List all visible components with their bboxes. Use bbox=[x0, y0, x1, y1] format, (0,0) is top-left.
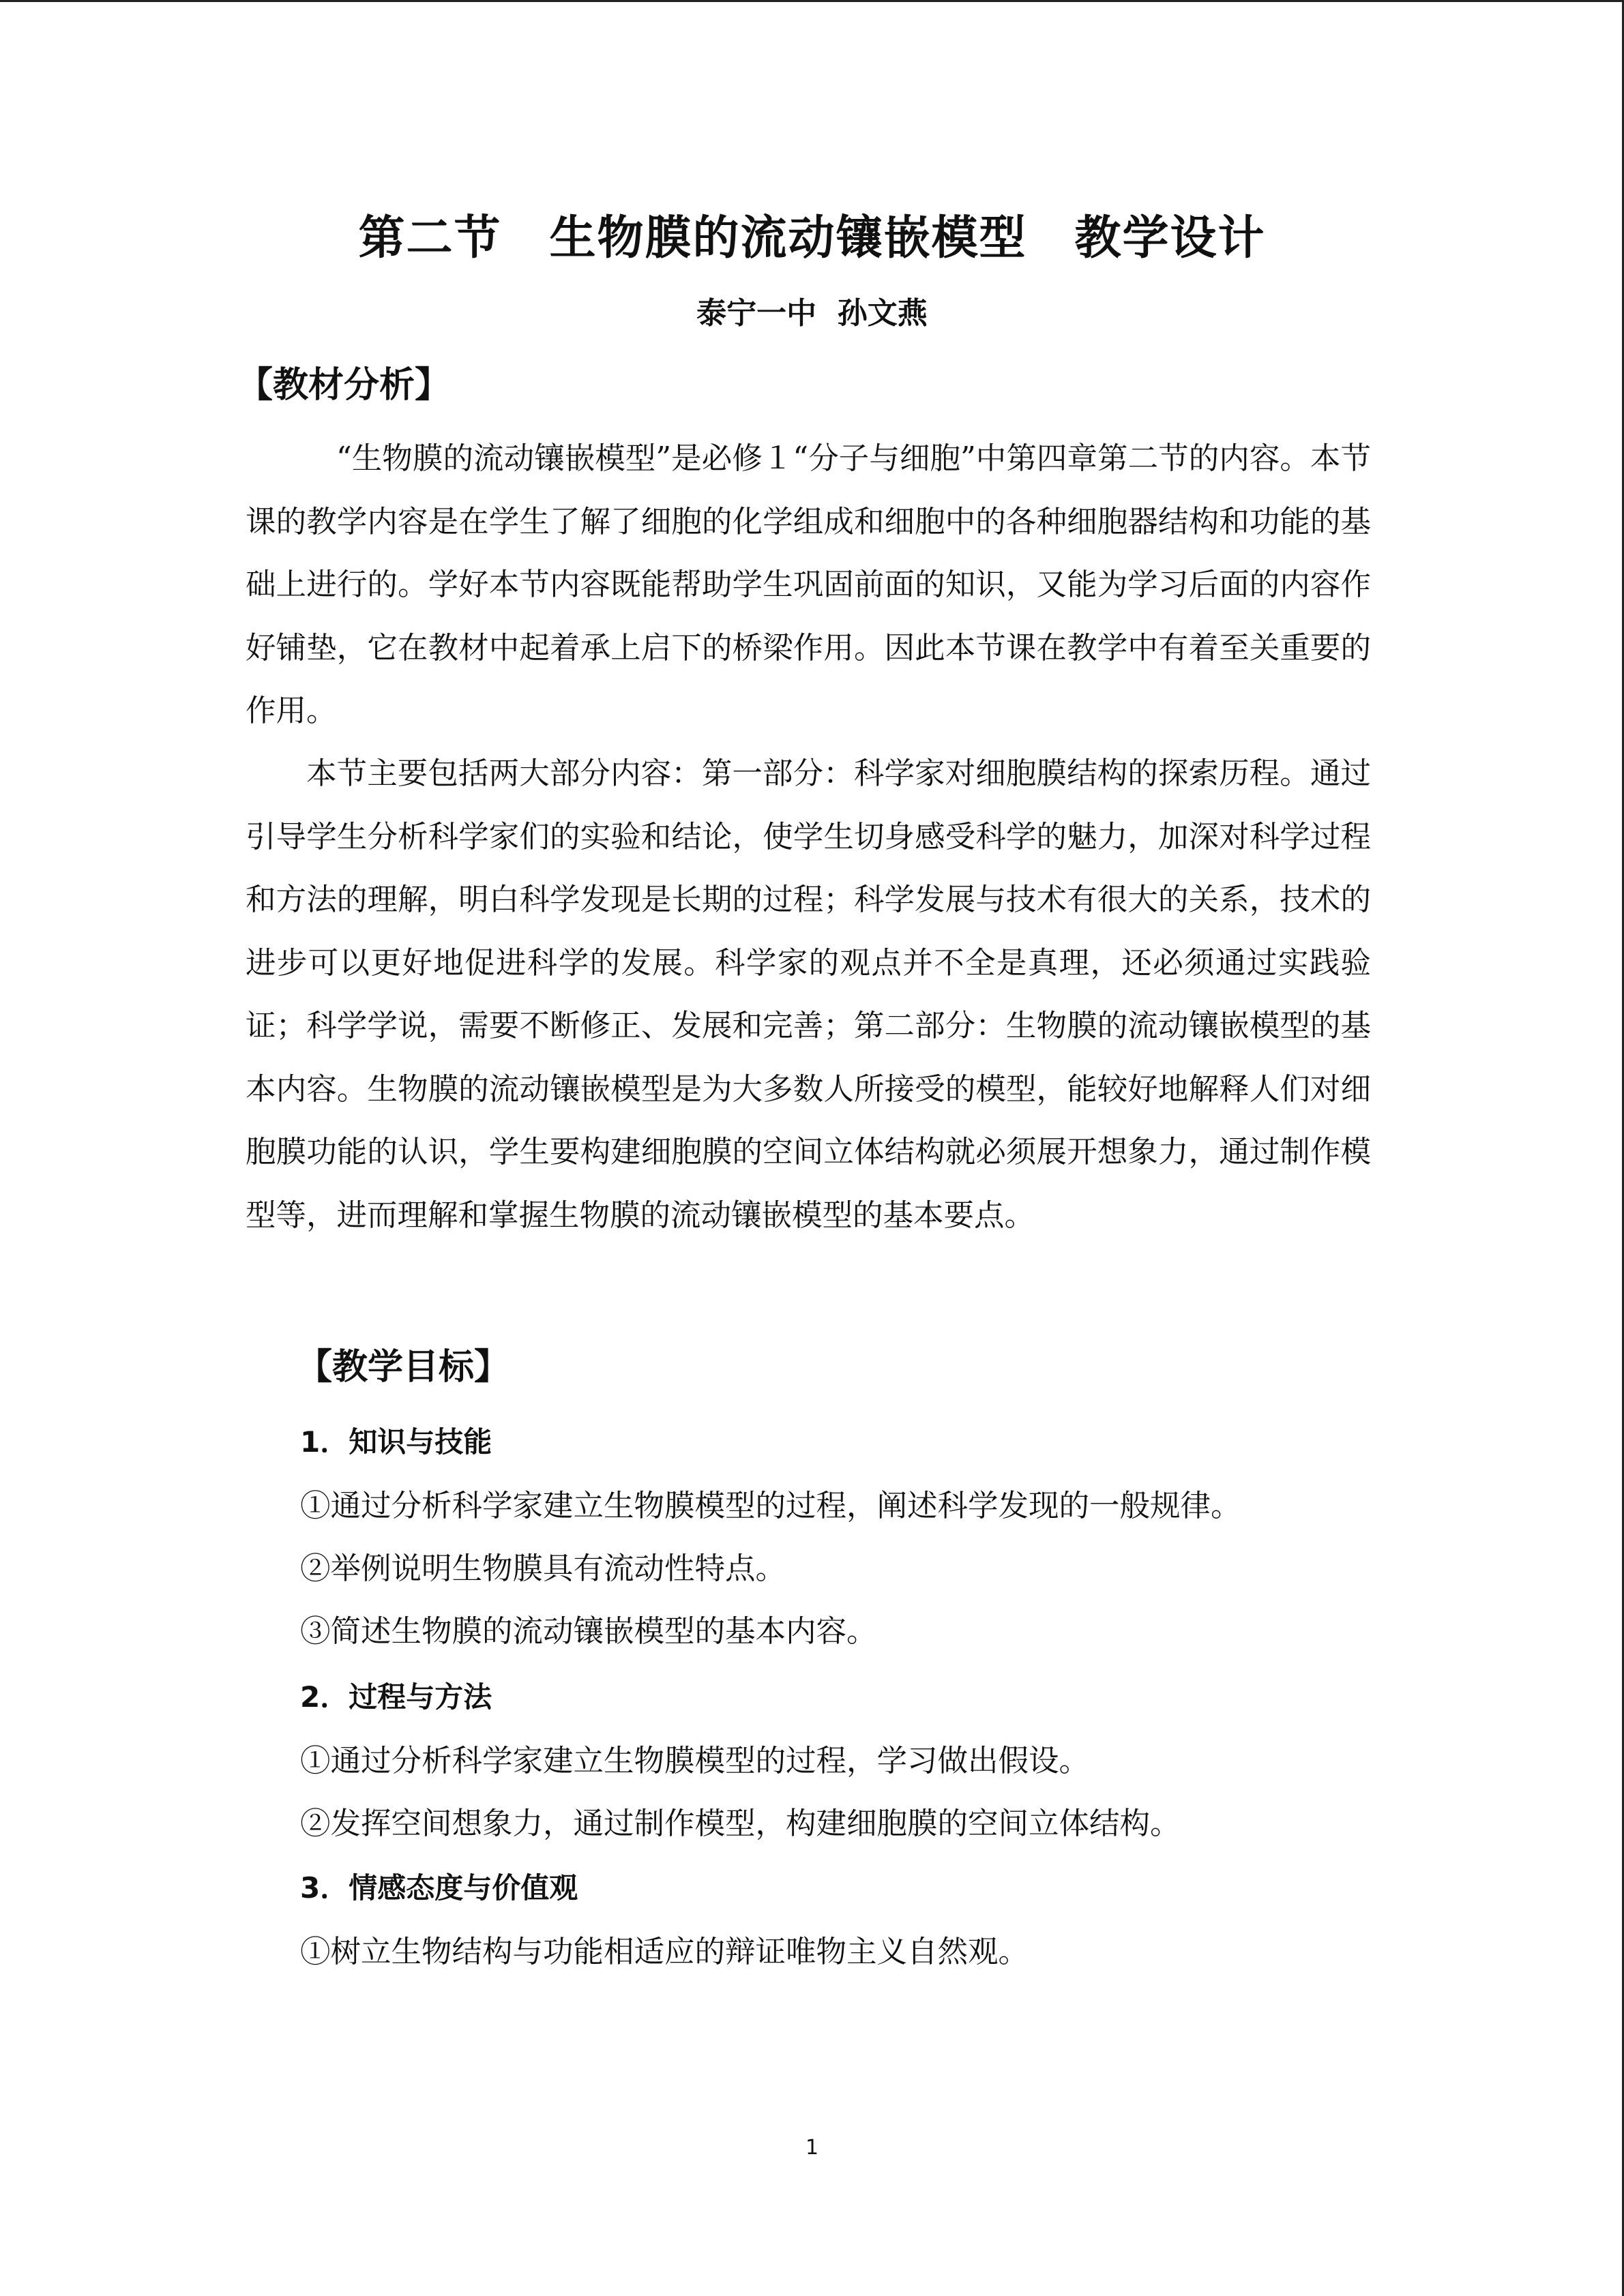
analysis-paragraph-1: “生物膜的流动镶嵌模型”是必修１“分子与细胞”中第四章第二节的内容。本节课的教学内容是在学生了解了细胞的化学组成和细胞中的各种细胞器结构和功能的基础上进行的。学好本节内容既能帮助学生巩固前面的知识，又能为学习后面的内容作好铺垫，它在教材中起着承上启下的桥梁作用。因此本节课在教学中有着至关重要的作用。 bbox=[246, 441, 1371, 728]
page-border-top bbox=[0, 0, 1624, 2]
section-heading-analysis: 【教材分析】 bbox=[237, 365, 451, 406]
objective-item: ①树立生物结构与功能相适应的辩证唯物主义自然观。 bbox=[300, 1935, 1029, 1969]
analysis-paragraph-2: 本节主要包括两大部分内容：第一部分：科学家对细胞膜结构的探索历程。通过引导学生分析科学家们的实验和结论，使学生切身感受科学的魅力，加深对科学过程和方法的理解，明白科学发现是长期的过程；科学发展与技术有很大的关系，技术的进步可以更好地促进科学的发展。科学家的观点并不全是真理，还必须通过实践验证；科学学说，需要不断修正、发展和完善；第二部分：生物膜的流动镶嵌模型的基本内容。生物膜的流动镶嵌模型是为大多数人所接受的模型，能较好地解释人们对细胞膜功能的认识，学生要构建细胞膜的空间立体结构就必须展开想象力，通过制作模型等，进而理解和掌握生物膜的流动镶嵌模型的基本要点。 bbox=[246, 756, 1371, 1233]
document-author: 泰宁一中 孙文燕 bbox=[696, 296, 928, 331]
objective-item: ③简述生物膜的流动镶嵌模型的基本内容。 bbox=[300, 1614, 877, 1649]
objective-item: ②发挥空间想象力，通过制作模型，构建细胞膜的空间立体结构。 bbox=[300, 1806, 1181, 1841]
objective-group-heading-knowledge: 1．知识与技能 bbox=[300, 1425, 492, 1459]
document-title: 第二节 生物膜的流动镶嵌模型 教学设计 bbox=[358, 211, 1266, 265]
objective-item: ①通过分析科学家建立生物膜模型的过程，阐述科学发现的一般规律。 bbox=[300, 1489, 1241, 1523]
page-number: 1 bbox=[805, 2136, 819, 2160]
objective-item: ①通过分析科学家建立生物膜模型的过程，学习做出假设。 bbox=[300, 1744, 1090, 1778]
section-heading-objectives: 【教学目标】 bbox=[297, 1347, 510, 1388]
objective-item: ②举例说明生物膜具有流动性特点。 bbox=[300, 1551, 786, 1586]
objective-group-heading-process: 2．过程与方法 bbox=[300, 1680, 492, 1714]
objective-group-heading-values: 3．情感态度与价值观 bbox=[300, 1871, 578, 1905]
